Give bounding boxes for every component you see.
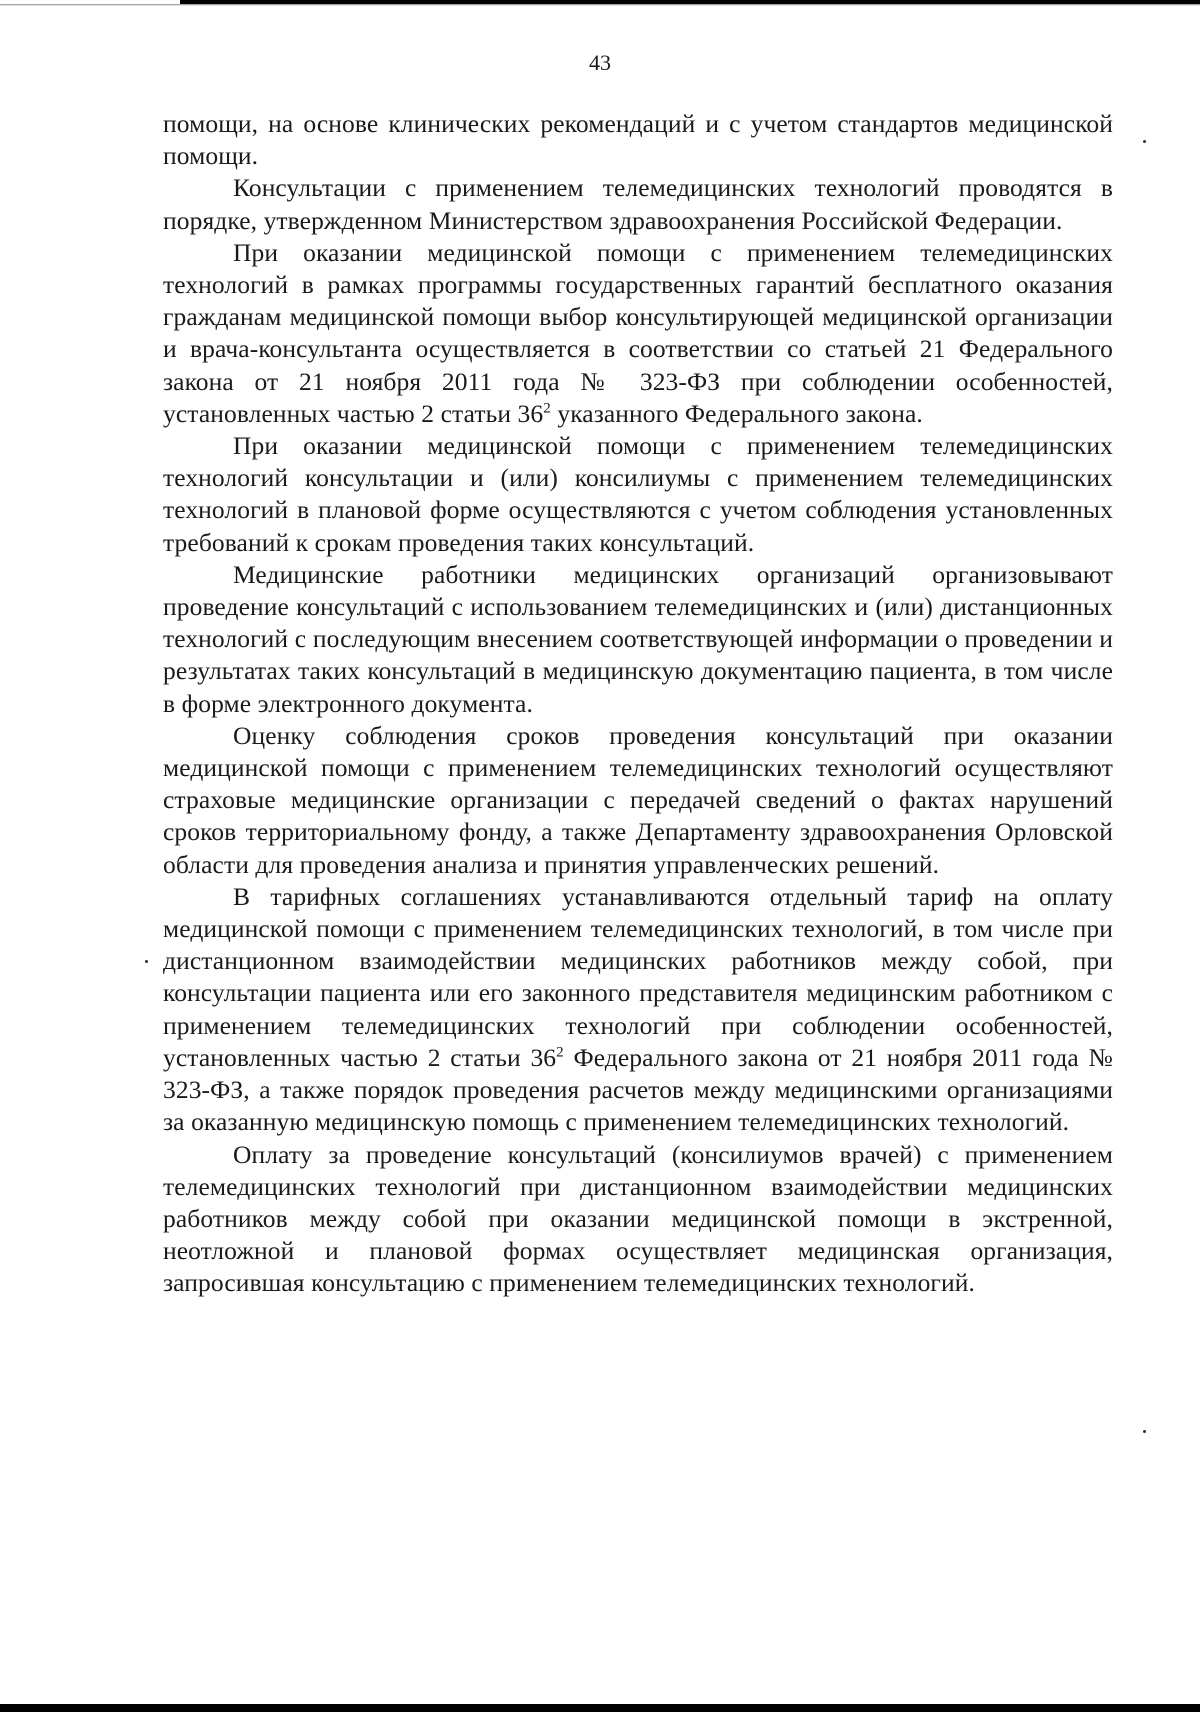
document-body: [163, 108, 1113, 1300]
top-scan-border: [0, 0, 1200, 6]
paragraph-6: Оценку соблюдения сроков проведения консультаций при оказании медицинской помощи с применением телемедицинских технологий осуществляют страховые медицинские организации с передачей сведений о фактах нарушений сроков территориальному фонду, а также Департаменту здравоохранения Орловской области для проведения анализа и принятия управленческих решений.: [163, 720, 1113, 879]
superscript-2: 2: [543, 400, 551, 417]
page-number: 43: [589, 50, 611, 75]
bottom-scan-border: [0, 1704, 1200, 1712]
paragraph-8: Оплату за проведение консультаций (консилиумов врачей) с применением телемедицинских технологий при дистанционном взаимодействии медицинских работников между собой при оказании медицинской помощи в экстренной, неотложной и плановой формах осуществляет медицинская организация, запросившая консультацию с применением телемедицинских технологий.: [163, 1139, 1113, 1298]
paragraph-3: При оказании медицинской помощи с применением телемедицинских технологий в рамках программы государственных гарантий бесплатного оказания гражданам медицинской помощи выбор консультирующей медицинской организации и врача-консультанта осуществляется в соответствии со статьей 21 Федерального закона от 21 ноября 2011 года № 323-ФЗ при соблюдении особенностей, установленных частью 2 статьи $36^2$ указанного Федерального закона.: [163, 237, 1113, 428]
paragraph-4: При оказании медицинской помощи с применением телемедицинских технологий консультации и (или) консилиумы с применением телемедицинских технологий в плановой форме осуществляются с учетом соблюдения установленных требований к срокам проведения таких консультаций.: [163, 431, 1113, 557]
scan-speck: [1143, 140, 1146, 143]
scan-speck: [145, 960, 148, 963]
paragraph-5: Медицинские работники медицинских организаций организовывают проведение консультаций с использованием телемедицинских и (или) дистанционных технологий с последующим внесением соответствующей информации о проведении и результатах таких консультаций в медицинскую документацию пациента, в том числе в форме электронного документа.: [163, 559, 1113, 718]
paragraph-1: помощи, на основе клинических рекомендаций и с учетом стандартов медицинской помощи.: [163, 109, 1113, 171]
paragraph-2: Консультации с применением телемедицинских технологий проводятся в порядке, утвержденном Министерством здравоохранения Российской Федерации.: [163, 173, 1113, 235]
scan-speck: [1143, 1430, 1146, 1433]
paragraph-7: В тарифных соглашениях устанавливаются отдельный тариф на оплату медицинской помощи с применением телемедицинских технологий, в том числе при дистанционном взаимодействии медицинских работников между собой, при консультации пациента или его законного представителя медицинским работником с применением телемедицинских технологий при соблюдении особенностей, установленных частью 2 статьи $36^2$ Федерального закона от 21 ноября 2011 года № 323-ФЗ, а также порядок проведения расчетов между медицинскими организациями за оказанную медицинскую помощь с применением телемедицинских технологий.: [163, 881, 1113, 1137]
superscript-2: 2: [556, 1044, 564, 1061]
